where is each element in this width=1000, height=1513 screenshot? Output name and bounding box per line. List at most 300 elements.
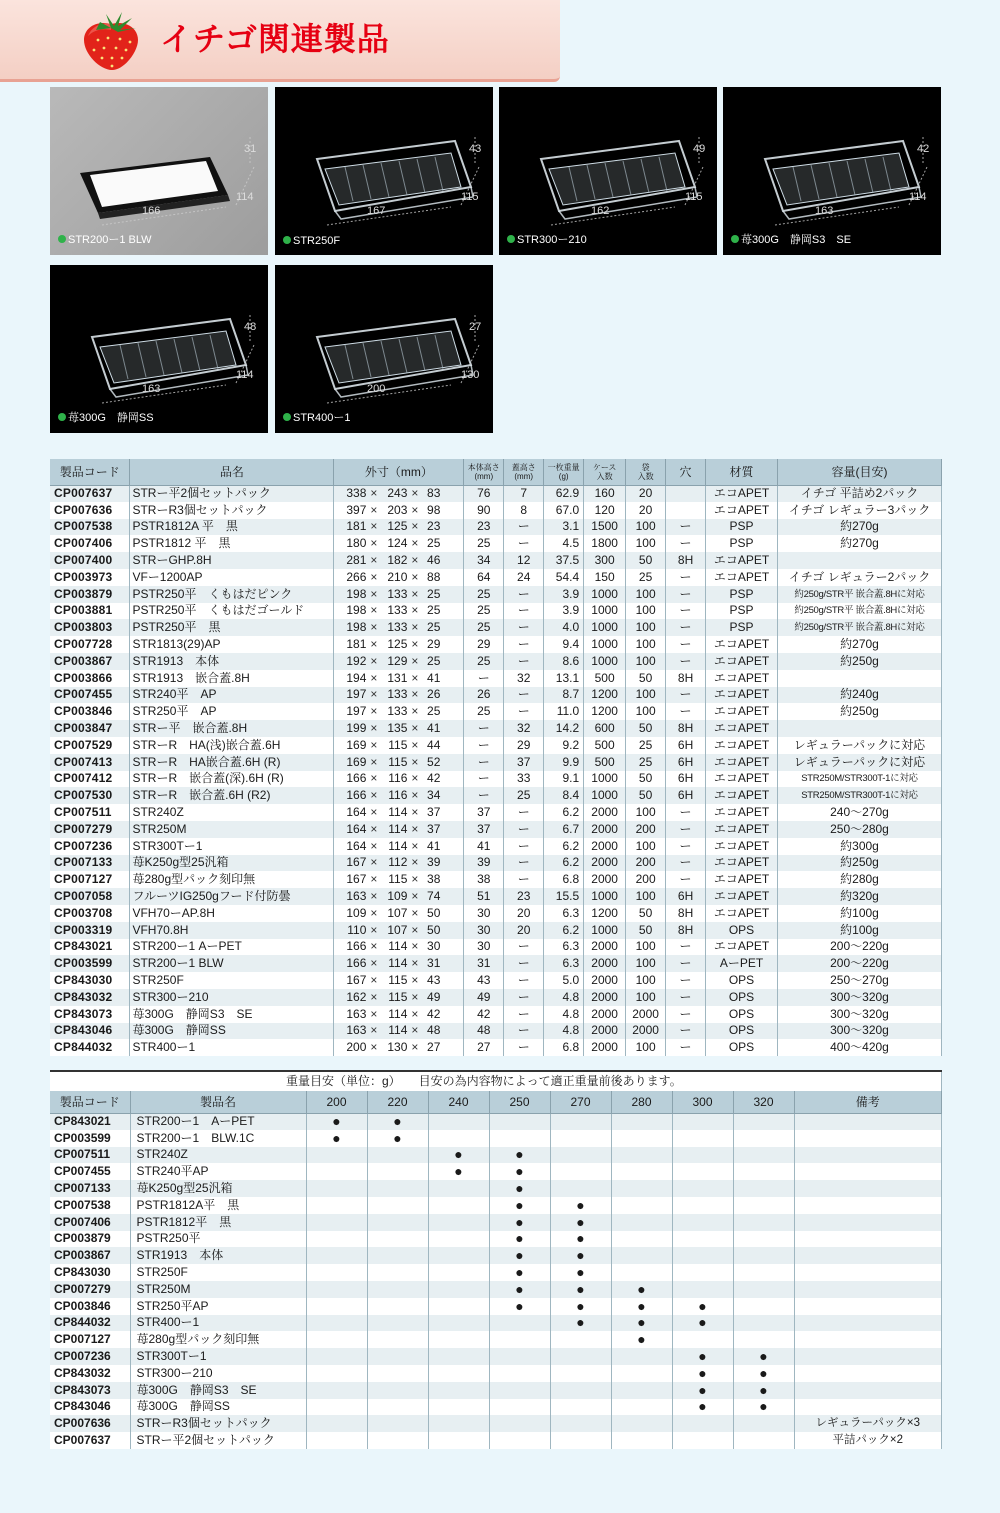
unit-weight: 6.2: [544, 922, 584, 939]
product-name: 苺300G 静岡S3 SE: [130, 1382, 306, 1399]
unit-weight: 5.0: [544, 972, 584, 989]
material: エコAPET: [706, 636, 778, 653]
weight-empty: [306, 1247, 367, 1264]
unit-weight: 8.6: [544, 653, 584, 670]
material: OPS: [706, 1023, 778, 1040]
dimension-width: 167: [367, 205, 386, 217]
spec-row: [50, 1006, 942, 1023]
dimension-width: 163: [142, 383, 161, 395]
unit-weight: 6.2: [544, 855, 584, 872]
weight-empty: [428, 1247, 489, 1264]
body-height: 49: [464, 989, 504, 1006]
unit-weight: 4.8: [544, 1023, 584, 1040]
remark: [794, 1331, 942, 1348]
lid-height: 7: [504, 485, 544, 502]
dimension-height: 27: [469, 321, 482, 333]
outer-size: 163 × 109 × 74: [334, 888, 464, 905]
lid-height: ー: [504, 653, 544, 670]
weight-empty: [367, 1331, 428, 1348]
weight-empty: [611, 1147, 672, 1164]
lid-height: ー: [504, 821, 544, 838]
product-name: STR200ー1 AーPET: [130, 1113, 306, 1130]
dimension-depth: 114: [909, 191, 927, 203]
weight-table-header: [50, 1091, 942, 1113]
product-code: CP007133: [50, 1180, 130, 1197]
case-qty: 2000: [584, 972, 626, 989]
dimension-width: 166: [142, 205, 161, 217]
product-name: STR250M: [130, 821, 334, 838]
material: OPS: [706, 922, 778, 939]
weight-empty: [672, 1147, 733, 1164]
outer-size: 181 × 125 × 29: [334, 636, 464, 653]
spec-row: [50, 569, 942, 586]
weight-empty: [672, 1231, 733, 1248]
remark: [794, 1130, 942, 1147]
product-name: 苺300G 静岡SS: [130, 1023, 334, 1040]
material: エコAPET: [706, 855, 778, 872]
weight-empty: [428, 1298, 489, 1315]
weight-mark: ●: [489, 1214, 550, 1231]
weight-empty: [367, 1197, 428, 1214]
case-qty: 2000: [584, 989, 626, 1006]
spec-row: [50, 888, 942, 905]
remark: [794, 1264, 942, 1281]
hole: ー: [666, 687, 706, 704]
spec-row: [50, 687, 942, 704]
weight-mark: ●: [489, 1247, 550, 1264]
weight-mark: ●: [489, 1281, 550, 1298]
weight-empty: [672, 1281, 733, 1298]
product-code: CP003973: [50, 569, 130, 586]
weight-empty: [367, 1281, 428, 1298]
weight-mark: ●: [428, 1163, 489, 1180]
lid-height: 23: [504, 888, 544, 905]
product-name: STRー平2個セットパック: [130, 485, 334, 502]
weight-row: [50, 1163, 942, 1180]
case-qty: 150: [584, 569, 626, 586]
body-height: 42: [464, 1006, 504, 1023]
capacity: 約250g: [777, 855, 941, 872]
weight-row: [50, 1415, 942, 1432]
product-code: CP003866: [50, 670, 130, 687]
weight-empty: [367, 1180, 428, 1197]
weight-row: [50, 1432, 942, 1449]
page-title: イチゴ関連製品: [160, 20, 390, 58]
weight-empty: [733, 1264, 794, 1281]
lid-height: ー: [504, 519, 544, 536]
body-height: 25: [464, 603, 504, 620]
remark: [794, 1163, 942, 1180]
product-name: STRーR 嵌合蓋.6H (R2): [130, 787, 334, 804]
weight-empty: [306, 1214, 367, 1231]
product-name: 苺300G 静岡S3 SE: [130, 1006, 334, 1023]
weight-empty: [733, 1281, 794, 1298]
body-height: 31: [464, 955, 504, 972]
hole: ー: [666, 804, 706, 821]
capacity: 約250g: [777, 703, 941, 720]
photo-label: STR300ー210: [507, 231, 587, 247]
lid-height: ー: [504, 939, 544, 956]
hole: ー: [666, 855, 706, 872]
weight-empty: [367, 1365, 428, 1382]
weight-empty: [367, 1214, 428, 1231]
material: PSP: [706, 586, 778, 603]
outer-size: 198 × 133 × 25: [334, 586, 464, 603]
product-name: STR250F: [130, 972, 334, 989]
product-code: CP007058: [50, 888, 130, 905]
product-name: VFH70.8H: [130, 922, 334, 939]
outer-size: 167 × 115 × 43: [334, 972, 464, 989]
spec-row: [50, 519, 942, 536]
col-weight-280: 280: [611, 1091, 672, 1113]
weight-empty: [489, 1415, 550, 1432]
product-code: CP003847: [50, 720, 130, 737]
hole: 8H: [666, 670, 706, 687]
material: エコAPET: [706, 804, 778, 821]
dimension-width: 162: [591, 205, 610, 217]
product-code: CP007511: [50, 804, 130, 821]
product-name: PSTR250平 黒: [130, 619, 334, 636]
case-qty: 2000: [584, 804, 626, 821]
product-code: CP007127: [50, 1331, 130, 1348]
weight-empty: [550, 1382, 611, 1399]
material: エコAPET: [706, 771, 778, 788]
outer-size: 192 × 129 × 25: [334, 653, 464, 670]
outer-size: 197 × 133 × 26: [334, 687, 464, 704]
case-qty: 2000: [584, 871, 626, 888]
bag-qty: 200: [626, 855, 666, 872]
case-qty: 500: [584, 670, 626, 687]
weight-empty: [489, 1331, 550, 1348]
weight-empty: [306, 1231, 367, 1248]
weight-empty: [550, 1348, 611, 1365]
product-code: CP843030: [50, 1264, 130, 1281]
case-qty: 500: [584, 737, 626, 754]
spec-table: [50, 459, 942, 1056]
weight-empty: [733, 1147, 794, 1164]
product-photo: [499, 87, 717, 255]
weight-empty: [306, 1331, 367, 1348]
weight-mark: ●: [672, 1348, 733, 1365]
product-code: CP007279: [50, 1281, 130, 1298]
bullet-icon: [283, 413, 291, 421]
outer-size: 164 × 114 × 37: [334, 804, 464, 821]
product-name: フルーツIG250gフード付防曇: [130, 888, 334, 905]
weight-empty: [611, 1432, 672, 1449]
hole: 8H: [666, 720, 706, 737]
remark: [794, 1281, 942, 1298]
bag-qty: 100: [626, 687, 666, 704]
hole: ー: [666, 871, 706, 888]
outer-size: 198 × 133 × 25: [334, 603, 464, 620]
material: エコAPET: [706, 502, 778, 519]
product-name: PSTR1812A 平 黒: [130, 519, 334, 536]
lid-height: ー: [504, 619, 544, 636]
dimension-depth: 115: [461, 191, 479, 203]
capacity: 300〜320g: [777, 1006, 941, 1023]
product-name: STR300Tー1: [130, 1348, 306, 1365]
hole: ー: [666, 989, 706, 1006]
product-name: 苺300G 静岡SS: [130, 1399, 306, 1416]
hole: [666, 485, 706, 502]
case-qty: 1000: [584, 922, 626, 939]
spec-row: [50, 821, 942, 838]
material: PSP: [706, 619, 778, 636]
weight-empty: [550, 1130, 611, 1147]
weight-mark: ●: [550, 1231, 611, 1248]
product-code: CP843046: [50, 1023, 130, 1040]
case-qty: 500: [584, 754, 626, 771]
weight-empty: [672, 1247, 733, 1264]
body-height: 37: [464, 804, 504, 821]
weight-empty: [733, 1130, 794, 1147]
bag-qty: 100: [626, 603, 666, 620]
hole: [666, 502, 706, 519]
weight-empty: [550, 1163, 611, 1180]
remark: [794, 1180, 942, 1197]
product-code: CP007455: [50, 1163, 130, 1180]
hole: ー: [666, 703, 706, 720]
outer-size: 180 × 124 × 25: [334, 535, 464, 552]
weight-mark: ●: [550, 1247, 611, 1264]
bag-qty: 50: [626, 922, 666, 939]
spec-row: [50, 703, 942, 720]
weight-empty: [672, 1415, 733, 1432]
body-height: 30: [464, 922, 504, 939]
weight-mark: ●: [489, 1298, 550, 1315]
product-code: CP007236: [50, 838, 130, 855]
remark: [794, 1365, 942, 1382]
weight-empty: [306, 1315, 367, 1332]
unit-weight: 6.3: [544, 939, 584, 956]
bag-qty: 50: [626, 720, 666, 737]
product-name: PSTR250平 くもはだゴールド: [130, 603, 334, 620]
unit-weight: 6.2: [544, 838, 584, 855]
remark: [794, 1247, 942, 1264]
product-name: PSTR1812 平 黒: [130, 535, 334, 552]
outer-size: 167 × 112 × 39: [334, 855, 464, 872]
unit-weight: 6.3: [544, 955, 584, 972]
product-code: CP007728: [50, 636, 130, 653]
capacity: 約250g/STR平 嵌合蓋.8Hに対応: [777, 603, 941, 620]
col-code: 製品コード: [50, 459, 130, 485]
weight-empty: [550, 1147, 611, 1164]
spec-row: [50, 787, 942, 804]
weight-row: [50, 1315, 942, 1332]
outer-size: 199 × 135 × 41: [334, 720, 464, 737]
body-height: 41: [464, 838, 504, 855]
weight-empty: [733, 1180, 794, 1197]
product-photo: [50, 265, 268, 433]
weight-mark: ●: [672, 1399, 733, 1416]
weight-empty: [672, 1130, 733, 1147]
material: エコAPET: [706, 905, 778, 922]
weight-empty: [733, 1298, 794, 1315]
weight-mark: ●: [733, 1365, 794, 1382]
remark: [794, 1113, 942, 1130]
weight-empty: [367, 1399, 428, 1416]
lid-height: ー: [504, 1023, 544, 1040]
product-code: CP003599: [50, 955, 130, 972]
dimension-height: 42: [917, 143, 930, 155]
col-bag: 袋 入数: [626, 459, 666, 485]
bag-qty: 50: [626, 670, 666, 687]
col-capacity: 容量(目安): [777, 459, 941, 485]
capacity: 約240g: [777, 687, 941, 704]
outer-size: 163 × 114 × 42: [334, 1006, 464, 1023]
case-qty: 2000: [584, 821, 626, 838]
spec-table-header: [50, 459, 942, 485]
case-qty: 2000: [584, 1006, 626, 1023]
tray-image: [50, 87, 268, 255]
product-name: STR1913 本体: [130, 1247, 306, 1264]
case-qty: 1000: [584, 787, 626, 804]
capacity: 約300g: [777, 838, 941, 855]
unit-weight: 9.1: [544, 771, 584, 788]
weight-empty: [306, 1264, 367, 1281]
product-name: STR300ー210: [130, 1365, 306, 1382]
material: エコAPET: [706, 821, 778, 838]
lid-height: 8: [504, 502, 544, 519]
body-height: 38: [464, 871, 504, 888]
product-name: PSTR1812A平 黒: [130, 1197, 306, 1214]
weight-empty: [306, 1399, 367, 1416]
outer-size: 164 × 114 × 41: [334, 838, 464, 855]
weight-empty: [489, 1113, 550, 1130]
body-height: 39: [464, 855, 504, 872]
weight-mark: ●: [489, 1231, 550, 1248]
bag-qty: 100: [626, 804, 666, 821]
spec-row: [50, 771, 942, 788]
unit-weight: 3.1: [544, 519, 584, 536]
outer-size: 181 × 125 × 23: [334, 519, 464, 536]
product-name: STRーR 嵌合蓋(深).6H (R): [130, 771, 334, 788]
spec-row: [50, 972, 942, 989]
outer-size: 281 × 182 × 46: [334, 552, 464, 569]
lid-height: ー: [504, 838, 544, 855]
unit-weight: 67.0: [544, 502, 584, 519]
outer-size: 266 × 210 × 88: [334, 569, 464, 586]
product-name: VFー1200AP: [130, 569, 334, 586]
hole: ー: [666, 1039, 706, 1056]
body-height: ー: [464, 720, 504, 737]
weight-empty: [611, 1180, 672, 1197]
capacity: 約320g: [777, 888, 941, 905]
product-name: STR1913 本体: [130, 653, 334, 670]
weight-empty: [367, 1415, 428, 1432]
spec-row: [50, 1023, 942, 1040]
weight-mark: ●: [550, 1298, 611, 1315]
capacity: [777, 720, 941, 737]
capacity: [777, 670, 941, 687]
case-qty: 2000: [584, 855, 626, 872]
spec-row: [50, 989, 942, 1006]
spec-row: [50, 619, 942, 636]
material: エコAPET: [706, 888, 778, 905]
product-code: CP844032: [50, 1039, 130, 1056]
bag-qty: 100: [626, 955, 666, 972]
weight-empty: [489, 1382, 550, 1399]
weight-mark: ●: [733, 1399, 794, 1416]
product-name: STR250平 AP: [130, 703, 334, 720]
remark: [794, 1399, 942, 1416]
col-size: 外寸（mm）: [334, 459, 464, 485]
product-name: STRー平 嵌合蓋.8H: [130, 720, 334, 737]
product-name: STR250M: [130, 1281, 306, 1298]
product-name: STR240平 AP: [130, 687, 334, 704]
lid-height: 32: [504, 670, 544, 687]
hole: ー: [666, 519, 706, 536]
weight-empty: [428, 1315, 489, 1332]
lid-height: ー: [504, 1039, 544, 1056]
hole: ー: [666, 569, 706, 586]
photo-label: 苺300G 静岡SS: [58, 409, 154, 425]
bag-qty: 100: [626, 888, 666, 905]
bullet-icon: [507, 235, 515, 243]
photo-label: 苺300G 静岡S3 SE: [731, 231, 851, 247]
product-name: 苺280g型パック刻印無: [130, 1331, 306, 1348]
capacity: STR250M/STR300T-1に対応: [777, 787, 941, 804]
lid-height: ー: [504, 586, 544, 603]
remark: レギュラーパック×3: [794, 1415, 942, 1432]
weight-row: [50, 1281, 942, 1298]
weight-empty: [306, 1348, 367, 1365]
spec-row: [50, 670, 942, 687]
unit-weight: 8.4: [544, 787, 584, 804]
spec-row: [50, 720, 942, 737]
weight-empty: [428, 1214, 489, 1231]
outer-size: 194 × 131 × 41: [334, 670, 464, 687]
body-height: 76: [464, 485, 504, 502]
remark: [794, 1147, 942, 1164]
col-body-height: 本体高さ (mm): [464, 459, 504, 485]
weight-empty: [733, 1247, 794, 1264]
dimension-width: 200: [367, 383, 386, 395]
col-lid-height: 蓋高さ (mm): [504, 459, 544, 485]
bag-qty: 100: [626, 586, 666, 603]
lid-height: 24: [504, 569, 544, 586]
weight-empty: [428, 1264, 489, 1281]
product-name: STR400ー1: [130, 1315, 306, 1332]
capacity: 200〜220g: [777, 955, 941, 972]
outer-size: 197 × 133 × 25: [334, 703, 464, 720]
product-code: CP843073: [50, 1382, 130, 1399]
product-code: CP844032: [50, 1315, 130, 1332]
material: OPS: [706, 972, 778, 989]
product-code: CP003708: [50, 905, 130, 922]
dimension-height: 49: [693, 143, 706, 155]
product-name: STRーGHP.8H: [130, 552, 334, 569]
bullet-icon: [731, 235, 739, 243]
weight-empty: [367, 1298, 428, 1315]
photo-label: STR400ー1: [283, 409, 350, 425]
weight-mark: ●: [367, 1130, 428, 1147]
material: PSP: [706, 603, 778, 620]
weight-row: [50, 1382, 942, 1399]
capacity: レギュラーパックに対応: [777, 754, 941, 771]
material: エコAPET: [706, 720, 778, 737]
unit-weight: 62.9: [544, 485, 584, 502]
bag-qty: 2000: [626, 1006, 666, 1023]
dimension-height: 43: [469, 143, 482, 155]
weight-empty: [367, 1348, 428, 1365]
spec-row: [50, 838, 942, 855]
material: エコAPET: [706, 703, 778, 720]
spec-row: [50, 535, 942, 552]
spec-row: [50, 653, 942, 670]
body-height: 48: [464, 1023, 504, 1040]
weight-empty: [428, 1382, 489, 1399]
